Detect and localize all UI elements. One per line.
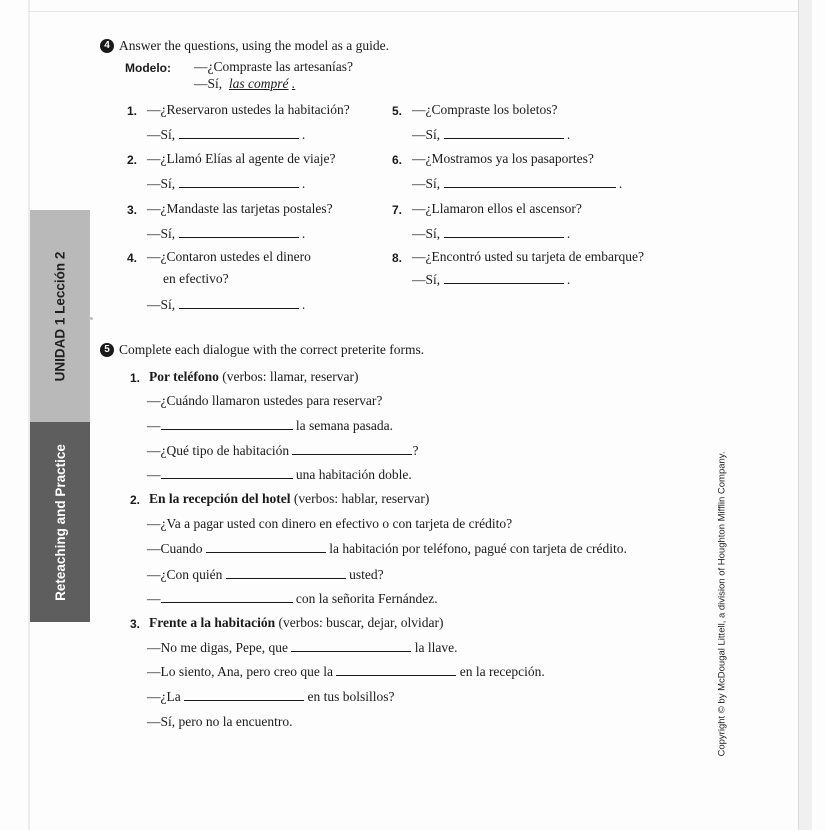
item-number: 2. — [127, 153, 138, 167]
item-question: —¿Mostramos ya los pasaportes? — [412, 151, 594, 166]
dialogue-line: —¿Cuándo llamaron ustedes para reservar? — [147, 393, 383, 408]
dialogue-heading: En la recepción del hotel (verbos: hablar, reservar) — [149, 491, 430, 506]
unit-tab-label: UNIDAD 1 Lección 2 — [52, 251, 68, 381]
item-answer: —Sí, . — [412, 127, 571, 142]
unit-tab — [30, 210, 90, 422]
answer-blank[interactable] — [179, 127, 299, 139]
item-answer: —Sí, . — [147, 226, 306, 241]
item-question: —¿Encontró usted su tarjeta de embarque? — [412, 249, 645, 264]
answer-blank[interactable] — [161, 591, 293, 603]
dialogue-number: 1. — [130, 371, 141, 385]
exercise-5-number: 5 — [100, 343, 114, 357]
item-number: 5. — [392, 104, 403, 118]
dialogue-line: —No me digas, Pepe, que la llave. — [147, 640, 458, 655]
modelo-question: —¿Compraste las artesanías? — [194, 59, 353, 74]
answer-blank[interactable] — [291, 640, 411, 652]
section-tab — [30, 422, 90, 622]
dialogue-line: — la semana pasada. — [147, 418, 393, 433]
item-question: —¿Llamaron ellos el ascensor? — [412, 201, 582, 216]
item-answer: —Sí, . — [412, 272, 571, 287]
dialogue-line: — una habitación doble. — [147, 467, 412, 482]
dialogue-line: —¿Con quién usted? — [147, 567, 384, 582]
answer-blank[interactable] — [179, 226, 299, 238]
item-number: 3. — [127, 203, 138, 217]
section-tab-label: Reteaching and Practice — [52, 443, 68, 601]
item-question: —¿Mandaste las tarjetas postales? — [147, 201, 333, 216]
item-question: —¿Compraste los boletos? — [412, 102, 558, 117]
item-answer: —Sí, . — [147, 176, 306, 191]
page-top-edge — [28, 0, 800, 12]
item-answer: —Sí, . — [147, 127, 306, 142]
dialogue-line: —¿La en tus bolsillos? — [147, 689, 395, 704]
item-answer: —Sí, . — [412, 176, 623, 191]
item-question: —¿Reservaron ustedes la habitación? — [147, 102, 350, 117]
answer-blank[interactable] — [444, 272, 564, 284]
answer-blank[interactable] — [179, 297, 299, 309]
dialogue-line: — con la señorita Fernández. — [147, 591, 438, 606]
answer-blank[interactable] — [444, 127, 564, 139]
answer-blank[interactable] — [292, 443, 412, 455]
dialogue-line: —¿Qué tipo de habitación ? — [147, 443, 419, 458]
answer-blank[interactable] — [161, 467, 293, 479]
answer-blank[interactable] — [206, 541, 326, 553]
worksheet-page: UNIDAD 1 Lección 2 Reteaching and Practice Copyright © by McDougal Littell, a division of Houghton Mifflin Company. 4 Answer the questions, using the model as a guide. Modelo: —¿Compraste las artesanías? —Sí, las compré . 1. —¿Reservaron ustedes la habitación? —Sí, . 2. —¿Llamó Elías al agente de viaje? —Sí, . 3. —¿Mandaste las tarjetas postales? —Sí, . 4. —¿Contaron ustedes el dinero en efectivo? —Sí, . 5. —¿Compraste los boletos? —Sí, . 6. —¿Mostramos ya los pasaportes? —Sí, . 7. —¿Llamaron ellos el ascensor? —Sí, . 8. —¿Encontró usted su tarjeta de embarque? —Sí, . 5 Complete each dialogue with the correct preterite forms. 1. Por teléfono (verbos: llamar, reservar) —¿Cuándo llamaron ustedes para reservar? — la semana pasada. —¿Qué tipo de habitación ? — una habitación doble. 2. En la recepción del hotel (verbos: hablar, reservar) —¿Va a pagar usted con dinero en efectivo o con tarjeta de crédito? —Cuando la habitación por teléfono, pagué con tarjeta de crédito. —¿Con quién usted? — con la señorita Fernández. 3. Frente a la habitación (verbos: buscar, dejar, olvidar) —No me digas, Pepe, que la llave. —Lo siento, Ana, pero creo que la en la recepción. —¿La en tus bolsillos? —Sí, pero no la encuentro. — [0, 0, 826, 830]
dialogue-number: 2. — [130, 493, 141, 507]
item-number: 6. — [392, 153, 403, 167]
modelo-answer: —Sí, las compré . — [194, 76, 296, 91]
stray-mark — [90, 317, 93, 320]
item-question-cont: en efectivo? — [163, 271, 229, 286]
page-right-edge — [798, 0, 812, 830]
exercise-5-instruction: Complete each dialogue with the correct preterite forms. — [119, 342, 425, 357]
answer-blank[interactable] — [444, 226, 564, 238]
exercise-4-instruction: Answer the questions, using the model as a guide. — [119, 38, 389, 53]
answer-blank[interactable] — [226, 567, 346, 579]
dialogue-line: —Cuando la habitación por teléfono, pagué con tarjeta de crédito. — [147, 541, 627, 556]
item-number: 7. — [392, 203, 403, 217]
answer-blank[interactable] — [336, 664, 456, 676]
item-answer: —Sí, . — [147, 297, 306, 312]
dialogue-heading: Frente a la habitación (verbos: buscar, dejar, olvidar) — [149, 615, 444, 630]
item-question: —¿Llamó Elías al agente de viaje? — [147, 151, 336, 166]
answer-blank[interactable] — [161, 418, 293, 430]
answer-blank[interactable] — [444, 176, 616, 188]
item-number: 1. — [127, 104, 138, 118]
item-number: 8. — [392, 251, 403, 265]
modelo-label: Modelo: — [125, 61, 171, 75]
dialogue-line: —Lo siento, Ana, pero creo que la en la recepción. — [147, 664, 545, 679]
dialogue-heading: Por teléfono (verbos: llamar, reservar) — [149, 369, 359, 384]
modelo-answer-fill: las compré — [228, 76, 289, 91]
dialogue-line: —¿Va a pagar usted con dinero en efectivo o con tarjeta de crédito? — [147, 516, 513, 531]
item-number: 4. — [127, 251, 138, 265]
dialogue-number: 3. — [130, 617, 141, 631]
answer-blank[interactable] — [184, 689, 304, 701]
answer-blank[interactable] — [179, 176, 299, 188]
item-answer: —Sí, . — [412, 226, 571, 241]
exercise-4-number: 4 — [100, 39, 114, 53]
item-question: —¿Contaron ustedes el dinero — [147, 249, 311, 264]
dialogue-line: —Sí, pero no la encuentro. — [147, 714, 293, 729]
